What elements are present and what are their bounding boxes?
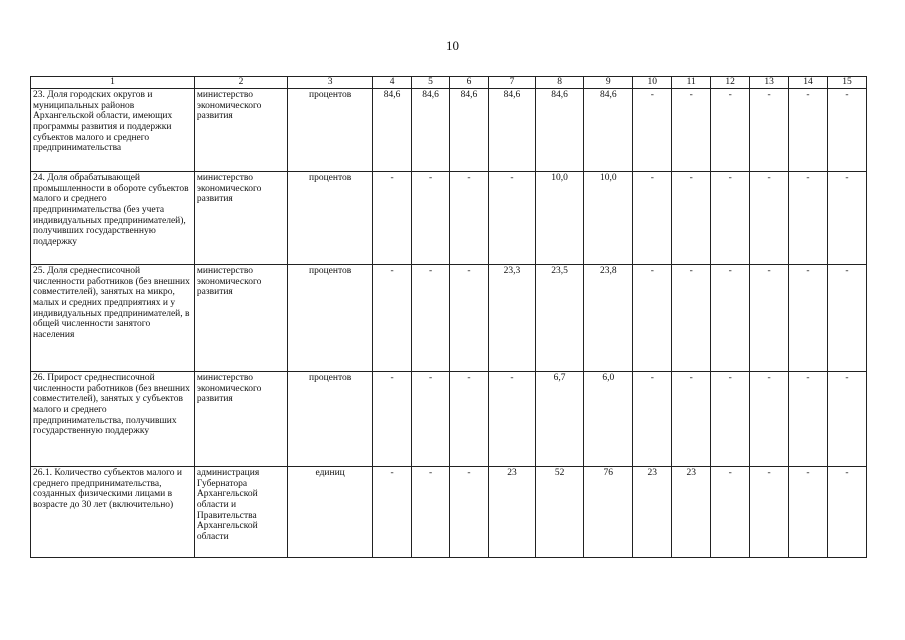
table-row bbox=[31, 265, 867, 372]
table-row bbox=[31, 89, 867, 172]
unit-cell: процентов bbox=[288, 89, 373, 172]
value-cell: - bbox=[827, 372, 866, 467]
value-cell: - bbox=[789, 265, 828, 372]
value-cell: - bbox=[373, 265, 412, 372]
indicator-cell: 23. Доля городских округов и муниципальных районов Архангельской области, имеющих программы развития и поддержки субъектов малого и среднего предпринимательства bbox=[31, 89, 195, 172]
value-cell: 84,6 bbox=[373, 89, 412, 172]
unit-cell: единиц bbox=[288, 467, 373, 558]
value-cell: - bbox=[412, 265, 450, 372]
column-header: 12 bbox=[711, 77, 750, 89]
value-cell: - bbox=[633, 372, 672, 467]
column-header: 10 bbox=[633, 77, 672, 89]
value-cell: - bbox=[373, 172, 412, 265]
value-cell: 23,5 bbox=[536, 265, 584, 372]
column-header: 3 bbox=[288, 77, 373, 89]
value-cell: - bbox=[449, 372, 488, 467]
value-cell: - bbox=[789, 372, 828, 467]
indicator-cell: 26. Прирост среднесписочной численности работников (без внешних совместителей), занятых у субъектов малого и среднего предпринимательства, получивших государственную поддержку bbox=[31, 372, 195, 467]
value-cell: - bbox=[789, 89, 828, 172]
column-number-row bbox=[31, 77, 867, 89]
value-cell: 84,6 bbox=[584, 89, 633, 172]
value-cell: - bbox=[449, 265, 488, 372]
value-cell: - bbox=[827, 467, 866, 558]
value-cell: - bbox=[373, 372, 412, 467]
value-cell: 10,0 bbox=[584, 172, 633, 265]
column-header: 9 bbox=[584, 77, 633, 89]
value-cell: 84,6 bbox=[488, 89, 535, 172]
column-header: 7 bbox=[488, 77, 535, 89]
table-row bbox=[31, 372, 867, 467]
column-header: 13 bbox=[750, 77, 789, 89]
value-cell: 84,6 bbox=[449, 89, 488, 172]
value-cell: - bbox=[750, 265, 789, 372]
value-cell: - bbox=[633, 89, 672, 172]
value-cell: - bbox=[750, 467, 789, 558]
indicator-cell: 24. Доля обрабатывающей промышленности в обороте субъектов малого и среднего предпринимательства (без учета индивидуальных предпринимателей), получивших государственную поддержку bbox=[31, 172, 195, 265]
column-header: 1 bbox=[31, 77, 195, 89]
value-cell: 52 bbox=[536, 467, 584, 558]
column-header: 14 bbox=[789, 77, 828, 89]
value-cell: - bbox=[412, 172, 450, 265]
column-header: 8 bbox=[536, 77, 584, 89]
value-cell: - bbox=[789, 172, 828, 265]
value-cell: - bbox=[672, 372, 711, 467]
value-cell: - bbox=[711, 467, 750, 558]
indicator-cell: 25. Доля среднесписочной численности работников (без внешних совместителей), занятых на микро, малых и средних предприятиях и у индивидуальных предпринимателей, в общей численности занятого населения bbox=[31, 265, 195, 372]
value-cell: - bbox=[827, 172, 866, 265]
value-cell: - bbox=[633, 265, 672, 372]
indicator-cell: 26.1. Количество субъектов малого и среднего предпринимательства, созданных физическими лицами в возрасте до 30 лет (включительно) bbox=[31, 467, 195, 558]
value-cell: 6,0 bbox=[584, 372, 633, 467]
value-cell: - bbox=[412, 467, 450, 558]
value-cell: - bbox=[488, 172, 535, 265]
value-cell: - bbox=[488, 372, 535, 467]
column-header: 15 bbox=[827, 77, 866, 89]
executor-cell: министерство экономического развития bbox=[194, 89, 287, 172]
value-cell: - bbox=[711, 172, 750, 265]
indicators-table bbox=[30, 76, 867, 558]
value-cell: 23,8 bbox=[584, 265, 633, 372]
unit-cell: процентов bbox=[288, 265, 373, 372]
value-cell: - bbox=[672, 172, 711, 265]
executor-cell: администрация Губернатора Архангельской области и Правительства Архангельской области bbox=[194, 467, 287, 558]
table-row bbox=[31, 172, 867, 265]
page-number: 10 bbox=[446, 38, 459, 53]
value-cell: - bbox=[750, 372, 789, 467]
value-cell: - bbox=[827, 89, 866, 172]
value-cell: - bbox=[672, 265, 711, 372]
unit-cell: процентов bbox=[288, 372, 373, 467]
value-cell: - bbox=[827, 265, 866, 372]
value-cell: - bbox=[711, 89, 750, 172]
value-cell: - bbox=[373, 467, 412, 558]
value-cell: 23 bbox=[672, 467, 711, 558]
value-cell: - bbox=[711, 372, 750, 467]
value-cell: - bbox=[449, 172, 488, 265]
column-header: 4 bbox=[373, 77, 412, 89]
value-cell: - bbox=[633, 172, 672, 265]
value-cell: - bbox=[449, 467, 488, 558]
column-header: 5 bbox=[412, 77, 450, 89]
column-header: 6 bbox=[449, 77, 488, 89]
column-header: 2 bbox=[194, 77, 287, 89]
executor-cell: министерство экономического развития bbox=[194, 172, 287, 265]
value-cell: - bbox=[789, 467, 828, 558]
value-cell: - bbox=[750, 89, 789, 172]
value-cell: 84,6 bbox=[536, 89, 584, 172]
value-cell: 76 bbox=[584, 467, 633, 558]
value-cell: - bbox=[412, 372, 450, 467]
unit-cell: процентов bbox=[288, 172, 373, 265]
value-cell: 23 bbox=[488, 467, 535, 558]
value-cell: - bbox=[711, 265, 750, 372]
value-cell: 6,7 bbox=[536, 372, 584, 467]
value-cell: - bbox=[672, 89, 711, 172]
value-cell: 23,3 bbox=[488, 265, 535, 372]
value-cell: 23 bbox=[633, 467, 672, 558]
value-cell: 84,6 bbox=[412, 89, 450, 172]
column-header: 11 bbox=[672, 77, 711, 89]
value-cell: - bbox=[750, 172, 789, 265]
value-cell: 10,0 bbox=[536, 172, 584, 265]
executor-cell: министерство экономического развития bbox=[194, 372, 287, 467]
table-row bbox=[31, 467, 867, 558]
executor-cell: министерство экономического развития bbox=[194, 265, 287, 372]
